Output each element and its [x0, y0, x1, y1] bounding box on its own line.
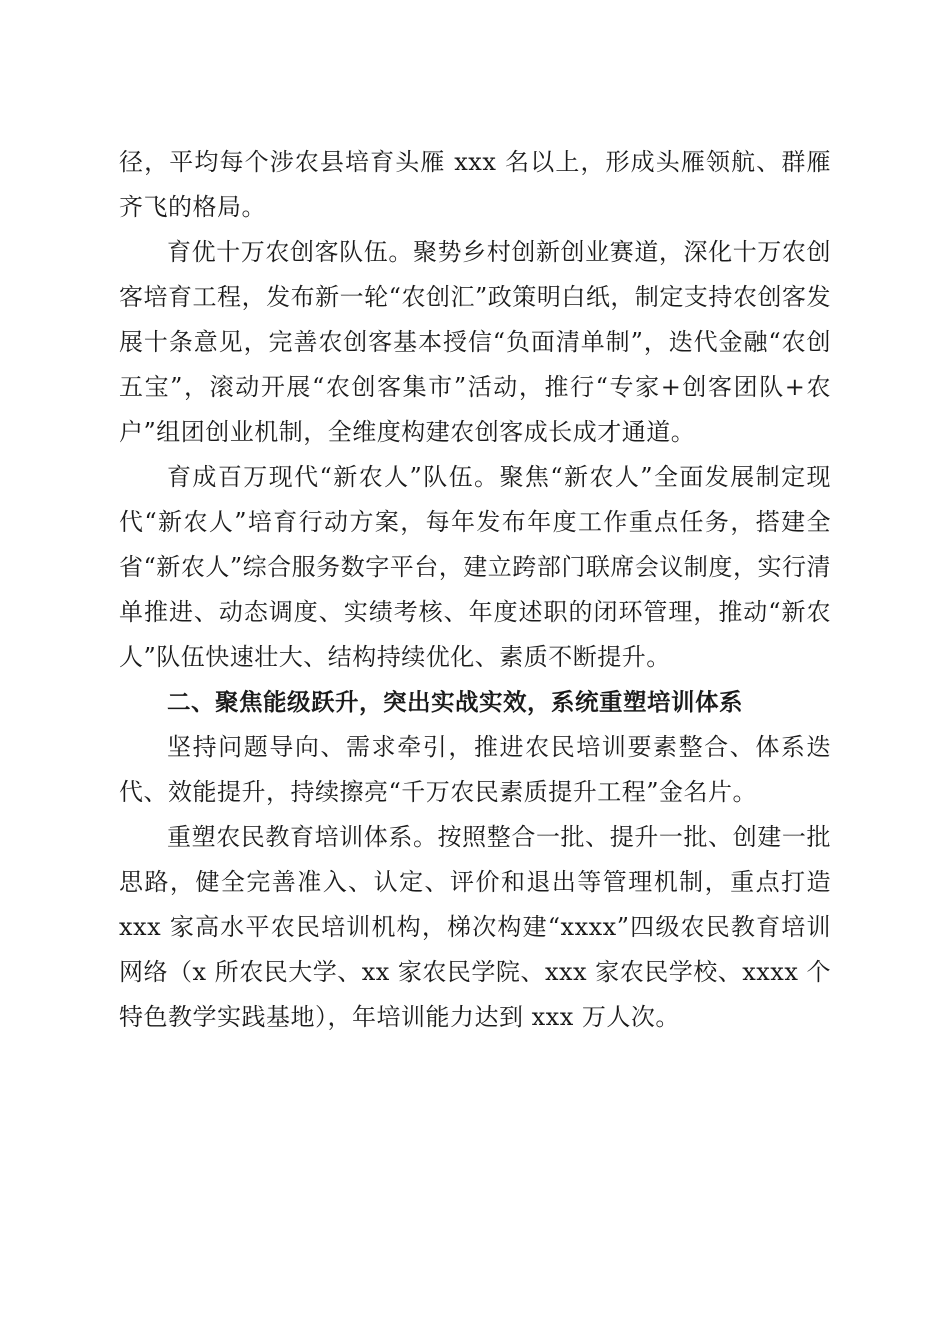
section-heading-2: 二、聚焦能级跃升，突出实战实效，系统重塑培训体系	[167, 688, 743, 716]
paragraph-xinnongren: 育成百万现代“新农人”队伍。聚焦“新农人”全面发展制定现代“新农人”培育行动方案，每年发布年度工作重点任务，搭建全省“新农人”综合服务数字平台，建立跨部门联席会议制度，实行清单推进、动态调度、实绩考核、年度述职的闭环管理，推动“新农人”队伍快速壮大、结构持续优化、素质不断提升。	[119, 463, 831, 671]
paragraph-section-intro: 坚持问题导向、需求牵引，推进农民培训要素整合、体系迭代、效能提升，持续擦亮“千万农民素质提升工程”金名片。	[119, 733, 831, 806]
document-body	[119, 140, 831, 1040]
paragraph-training-system: 重塑农民教育培训体系。按照整合一批、提升一批、创建一批思路，健全完善准入、认定、评价和退出等管理机制，重点打造 xxx 家高水平农民培训机构，梯次构建“xxxx”四级农民教育培训网络（x 所农民大学、xx 家农民学院、xxx 家农民学校、xxxx 个特色教学实践基地），年培训能力达到 xxx 万人次。	[119, 823, 831, 1031]
paragraph-continuation: 径，平均每个涉农县培育头雁 xxx 名以上，形成头雁领航、群雁齐飞的格局。	[119, 148, 831, 221]
paragraph-nongchuangke: 育优十万农创客队伍。聚势乡村创新创业赛道，深化十万农创客培育工程，发布新一轮“农创汇”政策明白纸，制定支持农创客发展十条意见，完善农创客基本授信“负面清单制”，迭代金融“农创五宝”，滚动开展“农创客集市”活动，推行“专家+创客团队+农户”组团创业机制，全维度构建农创客成长成才通道。	[119, 238, 831, 446]
